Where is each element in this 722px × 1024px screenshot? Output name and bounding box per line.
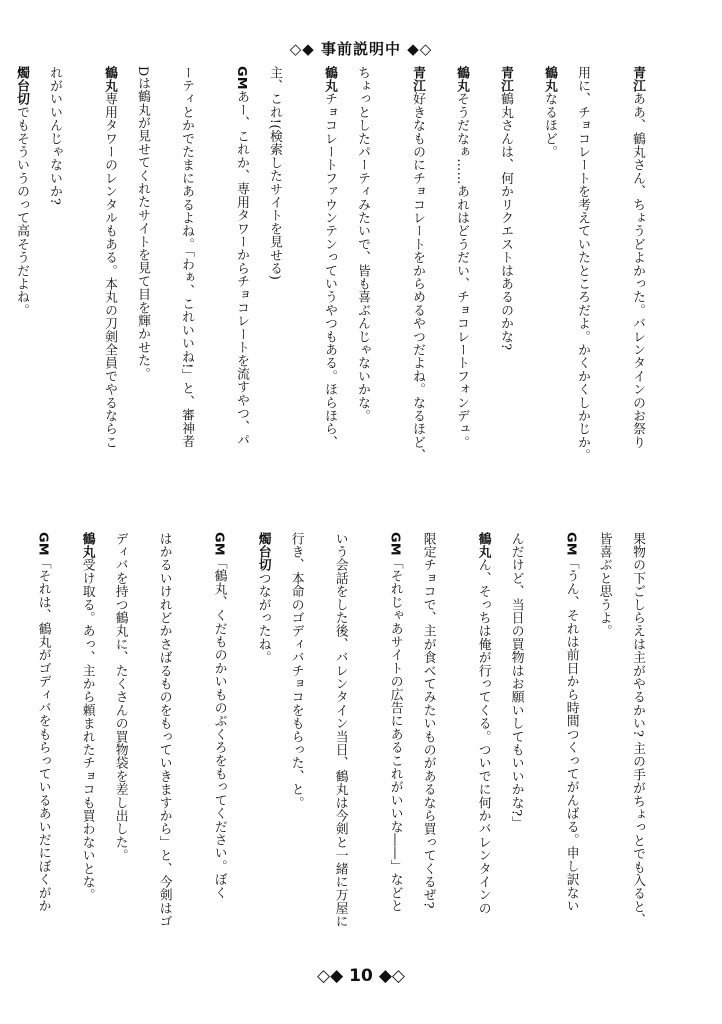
dialogue-line	[296, 66, 340, 498]
dialogue-text: 「それじゃあサイトの広告にあるこれがいいな――」などと	[387, 556, 403, 913]
speaker-label: GM	[563, 532, 579, 557]
dialogue-line	[362, 532, 406, 962]
dialogue-line	[98, 532, 142, 962]
dialogue-line	[450, 532, 494, 962]
dialogue-line	[384, 66, 428, 498]
dialogue-line	[582, 532, 626, 962]
dialogue-line	[208, 66, 252, 498]
dialogue-line	[252, 66, 296, 498]
speaker-label: GM	[234, 66, 249, 91]
dialogue-text: 「うん、それは前日から時間つくってがんばる。申し訳ない	[563, 556, 579, 913]
speaker-label: 青江	[410, 66, 425, 93]
dialogue-text: そうだなぁ……あれはどうだい、チョコレートフォンデュ。	[454, 92, 469, 449]
dialogue-text: んだけど、当日の買物はお願いしてもいいかな?」	[508, 532, 524, 830]
dialogue-line	[164, 66, 208, 498]
dialogue-line	[32, 66, 76, 498]
dialogue-text: 行き、本命のゴディバチョコをもらった、と。	[288, 532, 304, 810]
page-number: 10	[349, 966, 373, 986]
dialogue-line	[538, 532, 582, 962]
dialogue-text: 好きなものにチョコレートをからめるやつだよね。なるほど、	[410, 92, 425, 463]
dialogue-text: チョコレートファウンテンっていうやつもある。ほらほら、	[322, 92, 337, 449]
script-column-bottom	[0, 532, 648, 962]
speaker-label: 鶴丸	[79, 532, 95, 559]
page-header: ◇◆ 事前説明中 ◆◇	[289, 40, 433, 58]
speaker-label: 鶴丸	[542, 66, 557, 93]
dialogue-text: あー、これか、専用タワーからチョコレートを流すやつ、パ	[234, 90, 249, 447]
speaker-label: GM	[211, 532, 227, 557]
page-footer	[0, 966, 722, 986]
dialogue-text: ちょっとしたパーティみたいで、皆も喜ぶんじゃないかな。	[355, 66, 370, 423]
dialogue-text: 鶴丸さんは、何かリクエストはあるのかな?	[498, 92, 513, 351]
footer-right-mark: ◆◇	[378, 966, 405, 986]
dialogue-line	[626, 532, 648, 962]
dialogue-line	[604, 66, 648, 498]
dialogue-text: 皆喜ぶと思うよ。	[596, 532, 612, 638]
dialogue-line	[142, 532, 186, 962]
speaker-label: GM	[387, 532, 403, 557]
dialogue-text: 主、これ!(検索したサイトを見せる)	[267, 66, 282, 281]
dialogue-line	[516, 66, 560, 498]
dialogue-text: 限定チョコで、主が食べてみたいものがあるなら買ってくるぜ?	[420, 532, 436, 909]
dialogue-text: でもそういうのって高そうだよね。	[14, 105, 29, 317]
dialogue-line	[0, 532, 10, 962]
dialogue-text: なるほど。	[542, 92, 557, 159]
speaker-label: 鶴丸	[454, 66, 469, 93]
dialogue-line	[274, 532, 318, 962]
dialogue-line	[340, 66, 384, 498]
dialogue-text: 「鶴丸、くだものかいものぶくろをもってください。ぼく	[211, 556, 227, 900]
dialogue-text: 受け取る。あっ、主から頼まれたチョコも買わないとな。	[79, 558, 95, 902]
speaker-label: 燭台切	[14, 66, 29, 106]
dialogue-line	[186, 532, 230, 962]
dialogue-line	[0, 66, 32, 498]
dialogue-text: Dは鶴丸が見せてくれたサイトを見て目を輝かせた。	[135, 66, 150, 381]
footer-left-mark: ◇◆	[317, 966, 344, 986]
speaker-label: 青江	[498, 66, 513, 93]
dialogue-line	[76, 66, 120, 498]
speaker-label: 鶴丸	[475, 532, 491, 559]
dialogue-text: 「それは、鶴丸がゴディバをもらっているあいだにぼくがか	[35, 556, 51, 913]
dialogue-line	[406, 532, 450, 962]
dialogue-text: つながったね。	[255, 571, 271, 665]
dialogue-line	[10, 532, 54, 962]
dialogue-text: ああ、鶴丸さん、ちょうどよかった。バレンタインのお祭り	[630, 92, 645, 449]
dialogue-text: いう会話をした後、バレンタイン当日、鶴丸は今剣と一緒に万屋に	[332, 532, 348, 928]
dialogue-line	[472, 66, 516, 498]
dialogue-line	[54, 532, 98, 962]
dialogue-text: ディバを持つ鶴丸に、たくさんの買物袋を差し出した。	[112, 532, 128, 862]
dialogue-text: ーティとかでたまにあるよね。「わぁ、これいいね!」と、審神者	[179, 66, 194, 448]
dialogue-text: 果物の下ごしらえは主がやるかい? 主の手がちょっとでも入ると、	[630, 532, 645, 927]
dialogue-text: 用に、チョコレートを考えていたところだよ。かくかくしかじか。	[575, 66, 590, 462]
speaker-label: 鶴丸	[322, 66, 337, 93]
dialogue-line	[494, 532, 538, 962]
dialogue-line	[230, 532, 274, 962]
dialogue-line	[120, 66, 164, 498]
speaker-label: 青江	[630, 66, 645, 93]
speaker-label: 鶴丸	[102, 66, 117, 93]
dialogue-text: れがいいんじゃないか?	[47, 66, 62, 206]
dialogue-line	[318, 532, 362, 962]
dialogue-text: ん、そっちは俺が行ってくる。ついでに何かバレンタインの	[475, 558, 491, 915]
dialogue-line	[560, 66, 604, 498]
dialogue-text: 専用タワーのレンタルもある。本丸の刀剣全員でやるならこ	[102, 92, 117, 449]
speaker-label: GM	[35, 532, 51, 557]
dialogue-text: はかるいけれどかさばるものをもっていきますから」と、今剣はゴ	[156, 532, 172, 928]
dialogue-line	[428, 66, 472, 498]
speaker-label: 燭台切	[255, 532, 271, 572]
script-column-top	[0, 66, 648, 498]
